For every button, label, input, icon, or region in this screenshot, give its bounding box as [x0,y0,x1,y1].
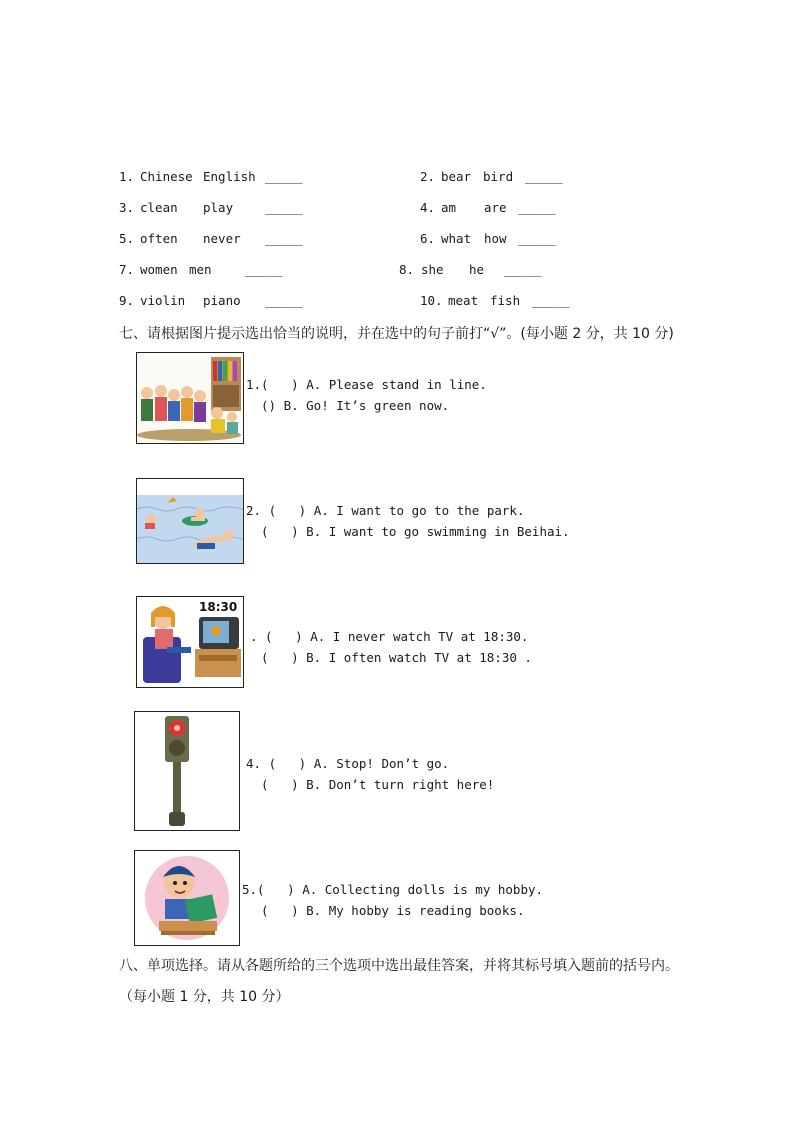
pair-word: English [203,169,256,184]
swimming-picture [136,478,244,564]
question2-option-a[interactable]: 2. ( ) A. I want to go to the park. [246,503,525,518]
pair-word: piano [203,293,241,308]
pair-word: clean [140,200,178,215]
pair-num: 8. [399,262,415,277]
pair-word: play [203,200,234,215]
tv-time-label: 18:30 [199,600,238,614]
answer-blank[interactable]: _____ [532,293,570,308]
question3-option-a[interactable]: . ( ) A. I never watch TV at 18:30. [250,629,529,644]
pair-word: what [441,231,472,246]
answer-blank[interactable]: _____ [265,169,303,184]
answer-blank[interactable]: _____ [265,293,303,308]
pair-num: 6. [420,231,436,246]
tv-picture [136,596,244,688]
question2-option-b[interactable]: ( ) B. I want to go swimming in Beihai. [261,524,570,539]
question5-option-b[interactable]: ( ) B. My hobby is reading books. [261,903,525,918]
answer-blank[interactable]: _____ [525,169,563,184]
pair-num: 9. [119,293,135,308]
pair-word: meat [448,293,479,308]
pair-word: often [140,231,178,246]
pair-word: men [189,262,212,277]
pair-num: 1. [119,169,135,184]
pair-word: he [469,262,485,277]
pair-word: women [140,262,178,277]
question3-option-b[interactable]: ( ) B. I often watch TV at 18:30 . [261,650,532,665]
pair-num: 3. [119,200,135,215]
question4-option-a[interactable]: 4. ( ) A. Stop! Don’t go. [246,756,450,771]
section8-heading: 八、单项选择。请从各题所给的三个选项中选出最佳答案，并将其标号填入题前的括号内。 [119,958,679,974]
queue-picture [136,352,244,444]
answer-blank[interactable]: _____ [245,262,283,277]
answer-blank[interactable]: _____ [518,231,556,246]
pair-num: 5. [119,231,135,246]
pair-word: never [203,231,241,246]
pair-word: are [484,200,507,215]
pair-word: Chinese [140,169,193,184]
pair-word: how [484,231,507,246]
pair-word: bear [441,169,472,184]
answer-blank[interactable]: _____ [265,200,303,215]
answer-blank[interactable]: _____ [518,200,556,215]
question1-option-a[interactable]: 1.( ) A. Please stand in line. [246,377,487,392]
answer-blank[interactable]: _____ [504,262,542,277]
section7-heading: 七、请根据图片提示选出恰当的说明，并在选中的句子前打“√”。(每小题 2 分，共 10 分) [119,326,674,342]
question1-option-b[interactable]: () B. Go! It’s green now. [261,398,450,413]
pair-word: she [421,262,444,277]
section8-note: （每小题 1 分，共 10 分） [119,989,290,1005]
traffic-light-picture [134,711,240,831]
pair-num: 4. [420,200,436,215]
reading-picture [134,850,240,946]
pair-num: 10. [420,293,443,308]
pair-word: am [441,200,457,215]
pair-num: 7. [119,262,135,277]
question4-option-b[interactable]: ( ) B. Don’t turn right here! [261,777,495,792]
pair-word: fish [490,293,521,308]
pair-word: bird [483,169,514,184]
pair-word: violin [140,293,186,308]
pair-num: 2. [420,169,436,184]
question5-option-a[interactable]: 5.( ) A. Collecting dolls is my hobby. [242,882,544,897]
answer-blank[interactable]: _____ [265,231,303,246]
